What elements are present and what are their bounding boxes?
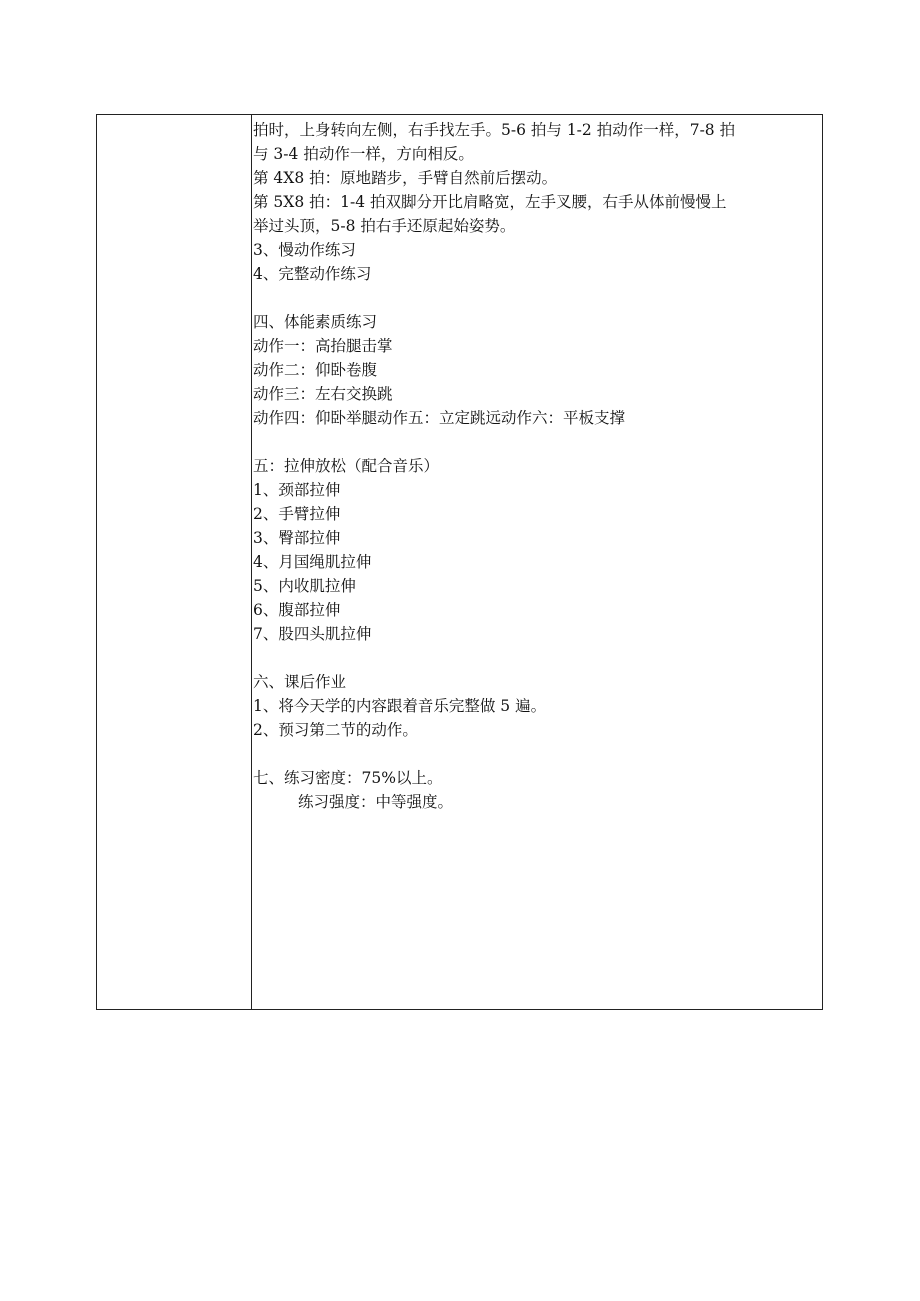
homework-item: 1、将今天学的内容跟着音乐完整做 5 遍。 bbox=[253, 697, 547, 715]
stretch-item: 3、臀部拉伸 bbox=[253, 529, 341, 547]
fitness-item: 动作三：左右交换跳 bbox=[253, 385, 393, 403]
content-line: 拍时，上身转向左侧，右手找左手。5-6 拍与 1-2 拍动作一样，7-8 拍 bbox=[253, 121, 736, 139]
section-heading-fitness: 四、体能素质练习 bbox=[253, 313, 378, 331]
content-line: 3、慢动作练习 bbox=[253, 241, 356, 259]
lesson-plan-table bbox=[96, 114, 823, 1010]
section-heading-stretch: 五：拉伸放松（配合音乐） bbox=[253, 457, 440, 475]
content-line: 举过头顶，5-8 拍右手还原起始姿势。 bbox=[253, 217, 516, 235]
spacer bbox=[253, 286, 820, 310]
stretch-item: 2、手臂拉伸 bbox=[253, 505, 341, 523]
practice-intensity: 练习强度：中等强度。 bbox=[298, 793, 454, 811]
content-line: 第 4X8 拍：原地踏步，手臂自然前后摆动。 bbox=[253, 169, 558, 187]
spacer bbox=[253, 646, 820, 670]
content-line: 4、完整动作练习 bbox=[253, 265, 372, 283]
stretch-item: 1、颈部拉伸 bbox=[253, 481, 341, 499]
stretch-item: 4、月国绳肌拉伸 bbox=[253, 553, 372, 571]
spacer bbox=[253, 742, 820, 766]
fitness-item: 动作一：高抬腿击掌 bbox=[253, 337, 393, 355]
fitness-item: 动作二：仰卧卷腹 bbox=[253, 361, 378, 379]
content-line: 与 3-4 拍动作一样，方向相反。 bbox=[253, 145, 474, 163]
spacer bbox=[253, 430, 820, 454]
stretch-item: 7、股四头肌拉伸 bbox=[253, 625, 372, 643]
left-label-cell bbox=[97, 115, 252, 1009]
section-heading-homework: 六、课后作业 bbox=[253, 673, 347, 691]
fitness-item: 动作四：仰卧举腿动作五：立定跳远动作六：平板支撑 bbox=[253, 409, 626, 427]
homework-item: 2、预习第二节的动作。 bbox=[253, 721, 418, 739]
lesson-content-cell bbox=[252, 115, 822, 1009]
practice-density: 七、练习密度：75%以上。 bbox=[253, 769, 443, 787]
stretch-item: 6、腹部拉伸 bbox=[253, 601, 341, 619]
content-line: 第 5X8 拍：1-4 拍双脚分开比肩略宽，左手叉腰，右手从体前慢慢上 bbox=[253, 193, 727, 211]
stretch-item: 5、内收肌拉伸 bbox=[253, 577, 356, 595]
